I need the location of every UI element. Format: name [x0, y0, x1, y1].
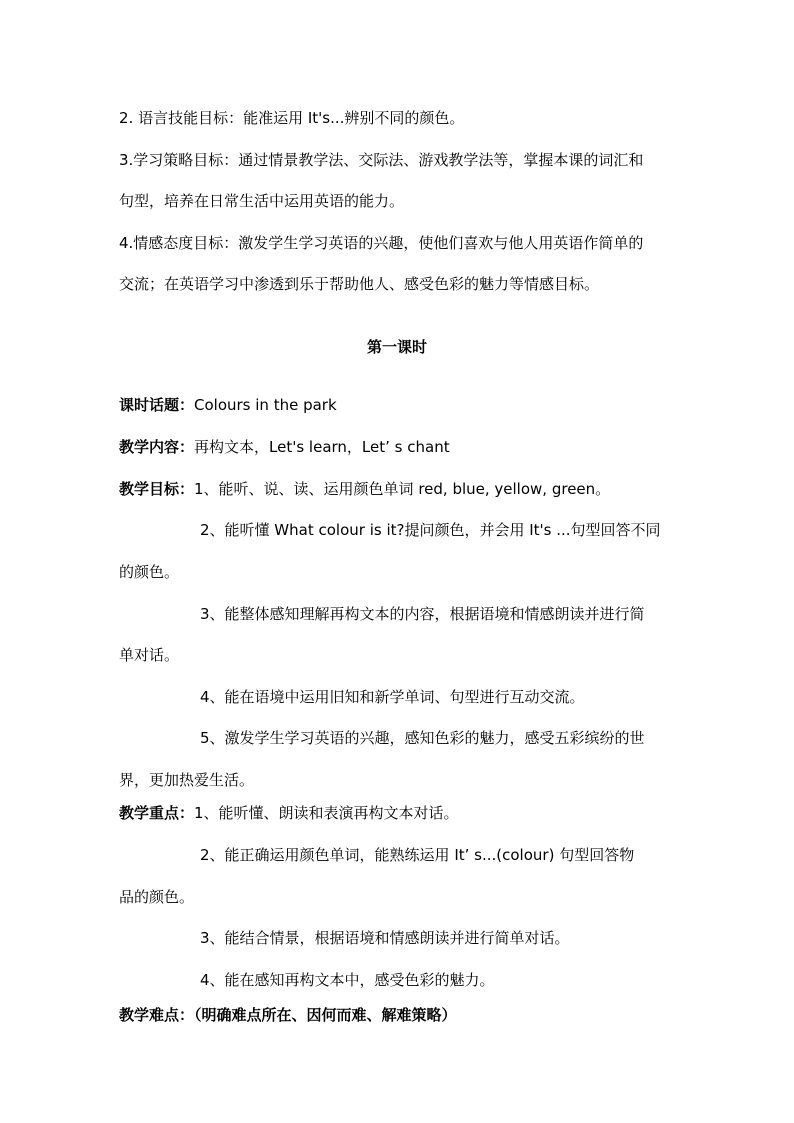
- key-label: 教学重点：: [119, 804, 195, 822]
- key-point-3: 3、能结合情景，根据语境和情感朗读并进行简单对话。: [200, 929, 570, 947]
- objective-attitude-line1: 4.情感态度目标：激发学生学习英语的兴趣，使他们喜欢与他人用英语作简单的: [119, 234, 644, 252]
- goal-item-2: 2、能听懂 What colour is it?提问颜色，并会用 It's ...句型回答不同: [200, 521, 661, 539]
- objective-attitude-line2: 交流；在英语学习中渗透到乐于帮助他人、感受色彩的魅力等情感目标。: [119, 275, 600, 293]
- lesson-topic: [0, 395, 794, 415]
- goal-item-2-cont: 的颜色。: [119, 563, 180, 581]
- topic-value: Colours in the park: [194, 396, 337, 414]
- content-label: 教学内容：: [119, 438, 195, 456]
- content-value: 再构文本，Let's learn，Let’ s chant: [194, 438, 450, 456]
- goals-label: 教学目标：: [119, 480, 195, 498]
- goal-item-5: 5、激发学生学习英语的兴趣，感知色彩的魅力，感受五彩缤纷的世: [200, 729, 645, 747]
- goal-item-1: [0, 479, 794, 499]
- lesson-heading: 第一课时: [366, 338, 427, 356]
- topic-label: 课时话题：: [119, 396, 195, 414]
- difficulty: [0, 1005, 794, 1025]
- key-text: 1、能听懂、朗读和表演再构文本对话。: [194, 804, 459, 822]
- difficulty-label: 教学难点：: [119, 1006, 195, 1024]
- goal-text: 1、能听、说、读、运用颜色单词 red, blue, yellow, green。: [194, 480, 611, 498]
- goal-item-3: 3、能整体感知理解再构文本的内容，根据语境和情感朗读并进行简: [200, 605, 645, 623]
- lesson-content: [0, 437, 794, 457]
- key-point-4: 4、能在感知再构文本中，感受色彩的魅力。: [200, 971, 495, 989]
- goal-item-3-cont: 单对话。: [119, 646, 180, 664]
- key-point-2-cont: 品的颜色。: [119, 888, 195, 906]
- key-point-1: [0, 803, 794, 823]
- goal-item-4: 4、能在语境中运用旧知和新学单词、句型进行互动交流。: [200, 688, 585, 706]
- difficulty-value: （明确难点所在、因何而难、解难策略）: [194, 1006, 457, 1024]
- objective-strategy-line1: 3.学习策略目标：通过情景教学法、交际法、游戏教学法等，掌握本课的词汇和: [119, 151, 644, 169]
- objective-strategy-line2: 句型，培养在日常生活中运用英语的能力。: [119, 192, 405, 210]
- key-point-2: 2、能正确运用颜色单词，能熟练运用 It’ s...(colour) 句型回答物: [200, 846, 635, 864]
- objective-language-skill: 2. 语言技能目标：能准运用 It's...辨别不同的颜色。: [119, 109, 465, 127]
- goal-item-5-cont: 界，更加热爱生活。: [119, 771, 255, 789]
